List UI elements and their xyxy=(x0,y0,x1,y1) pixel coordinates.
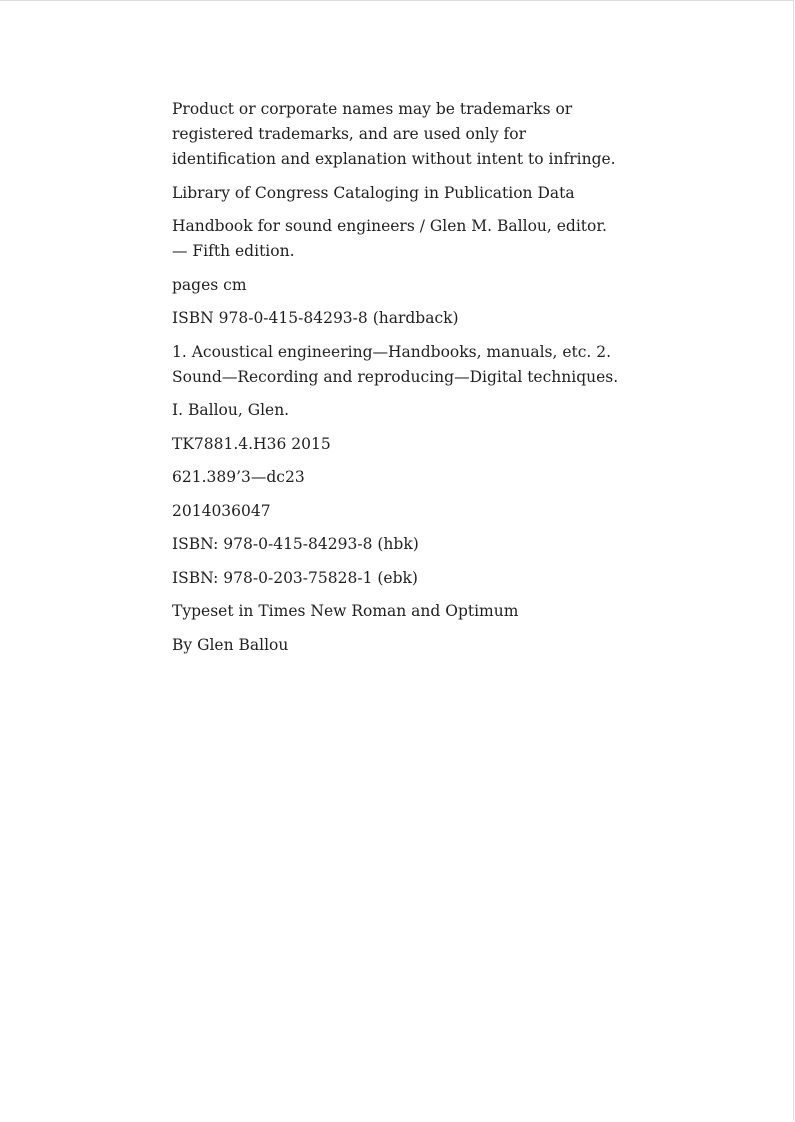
isbn-hbk: ISBN: 978-0-415-84293-8 (hbk) xyxy=(172,535,419,553)
cip-lccn: 2014036047 xyxy=(172,501,271,520)
cip-pagination: pages cm xyxy=(172,275,247,294)
typeset-note: Typeset in Times New Roman and Optimum xyxy=(172,602,519,620)
cip-heading: Library of Congress Cataloging in Publication Data xyxy=(172,183,575,202)
cip-isbn-hardback: ISBN 978-0-415-84293-8 (hardback) xyxy=(172,309,459,327)
cip-added-entry: I. Ballou, Glen. xyxy=(172,401,290,419)
isbn-ebk: ISBN: 978-0-203-75828-1 (ebk) xyxy=(172,568,418,587)
trademark-notice: Product or corporate names may be trademarks or registered trademarks, and are used only for identification and explanation without intent to infringe. xyxy=(172,100,616,168)
cip-dewey-classification: 621.389’3—dc23 xyxy=(172,468,305,486)
copyright-text-block xyxy=(172,97,622,666)
cip-lc-classification: TK7881.4.H36 2015 xyxy=(172,434,331,453)
cip-title-line: Handbook for sound engineers / Glen M. Ballou, editor. — Fifth edition. xyxy=(172,217,607,260)
typeset-by: By Glen Ballou xyxy=(172,635,289,654)
cip-subjects: 1. Acoustical engineering—Handbooks, manuals, etc. 2. Sound—Recording and reproducing—Digital techniques. xyxy=(172,342,619,386)
